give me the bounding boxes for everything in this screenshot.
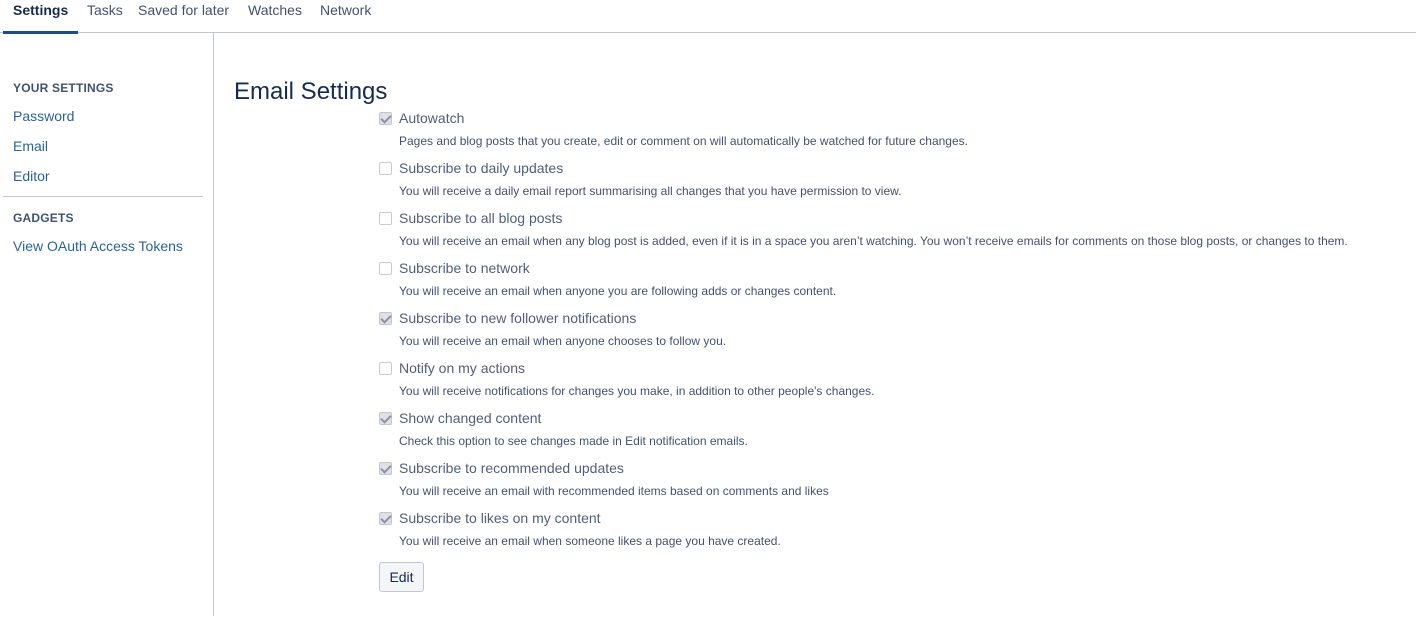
option-description: You will receive notifications for changes you make, in addition to other people's changes. — [399, 384, 875, 398]
tab-tasks[interactable]: Tasks — [87, 2, 123, 18]
option-description: You will receive an email with recommended items based on comments and likes — [399, 484, 829, 498]
recommended-updates-checkbox[interactable] — [379, 462, 392, 475]
edit-button[interactable]: Edit — [379, 562, 424, 592]
settings-sidebar — [0, 33, 214, 616]
all-blog-posts-checkbox[interactable] — [379, 212, 392, 225]
sidebar-heading-your-settings: YOUR SETTINGS — [13, 81, 114, 95]
sidebar-item-editor[interactable]: Editor — [13, 168, 50, 184]
top-tabs — [0, 0, 1416, 33]
daily-updates-checkbox[interactable] — [379, 162, 392, 175]
sidebar-item-email[interactable]: Email — [13, 138, 49, 154]
likes-on-content-checkbox[interactable] — [379, 512, 392, 525]
option-description: You will receive an email when anyone you are following adds or changes content. — [399, 284, 837, 298]
option-label: Autowatch — [399, 110, 465, 126]
option-description: You will receive an email when someone likes a page you have created. — [399, 534, 781, 548]
option-description: Pages and blog posts that you create, edit or comment on will automatically be watched for future changes. — [399, 134, 968, 148]
autowatch-checkbox[interactable] — [379, 112, 392, 125]
option-label: Subscribe to daily updates — [399, 160, 564, 176]
sidebar-heading-gadgets: GADGETS — [13, 211, 74, 225]
sidebar-item-oauth-tokens[interactable]: View OAuth Access Tokens — [13, 238, 183, 254]
option-label: Subscribe to new follower notifications — [399, 310, 637, 326]
option-label: Subscribe to network — [399, 260, 530, 276]
option-label: Subscribe to likes on my content — [399, 510, 601, 526]
option-description: Check this option to see changes made in Edit notification emails. — [399, 434, 748, 448]
option-description: You will receive an email when any blog post is added, even if it is in a space you aren’t watching. You won’t receive emails for comments on those blog posts, or changes to them. — [399, 234, 1348, 248]
sidebar-item-password[interactable]: Password — [13, 108, 75, 124]
option-description: You will receive an email when anyone chooses to follow you. — [399, 334, 727, 348]
option-label: Subscribe to recommended updates — [399, 460, 624, 476]
follower-notifications-checkbox[interactable] — [379, 312, 392, 325]
tab-watches[interactable]: Watches — [248, 2, 302, 18]
option-label: Subscribe to all blog posts — [399, 210, 563, 226]
option-label: Notify on my actions — [399, 360, 526, 376]
sidebar-divider — [3, 196, 203, 197]
option-label: Show changed content — [399, 410, 542, 426]
tab-network[interactable]: Network — [320, 2, 372, 18]
notify-my-actions-checkbox[interactable] — [379, 362, 392, 375]
show-changed-content-checkbox[interactable] — [379, 412, 392, 425]
tab-settings[interactable]: Settings — [13, 0, 68, 33]
tab-saved-for-later[interactable]: Saved for later — [138, 2, 230, 18]
network-checkbox[interactable] — [379, 262, 392, 275]
option-description: You will receive a daily email report summarising all changes that you have permission to view. — [399, 184, 902, 198]
page-title: Email Settings — [234, 78, 388, 105]
